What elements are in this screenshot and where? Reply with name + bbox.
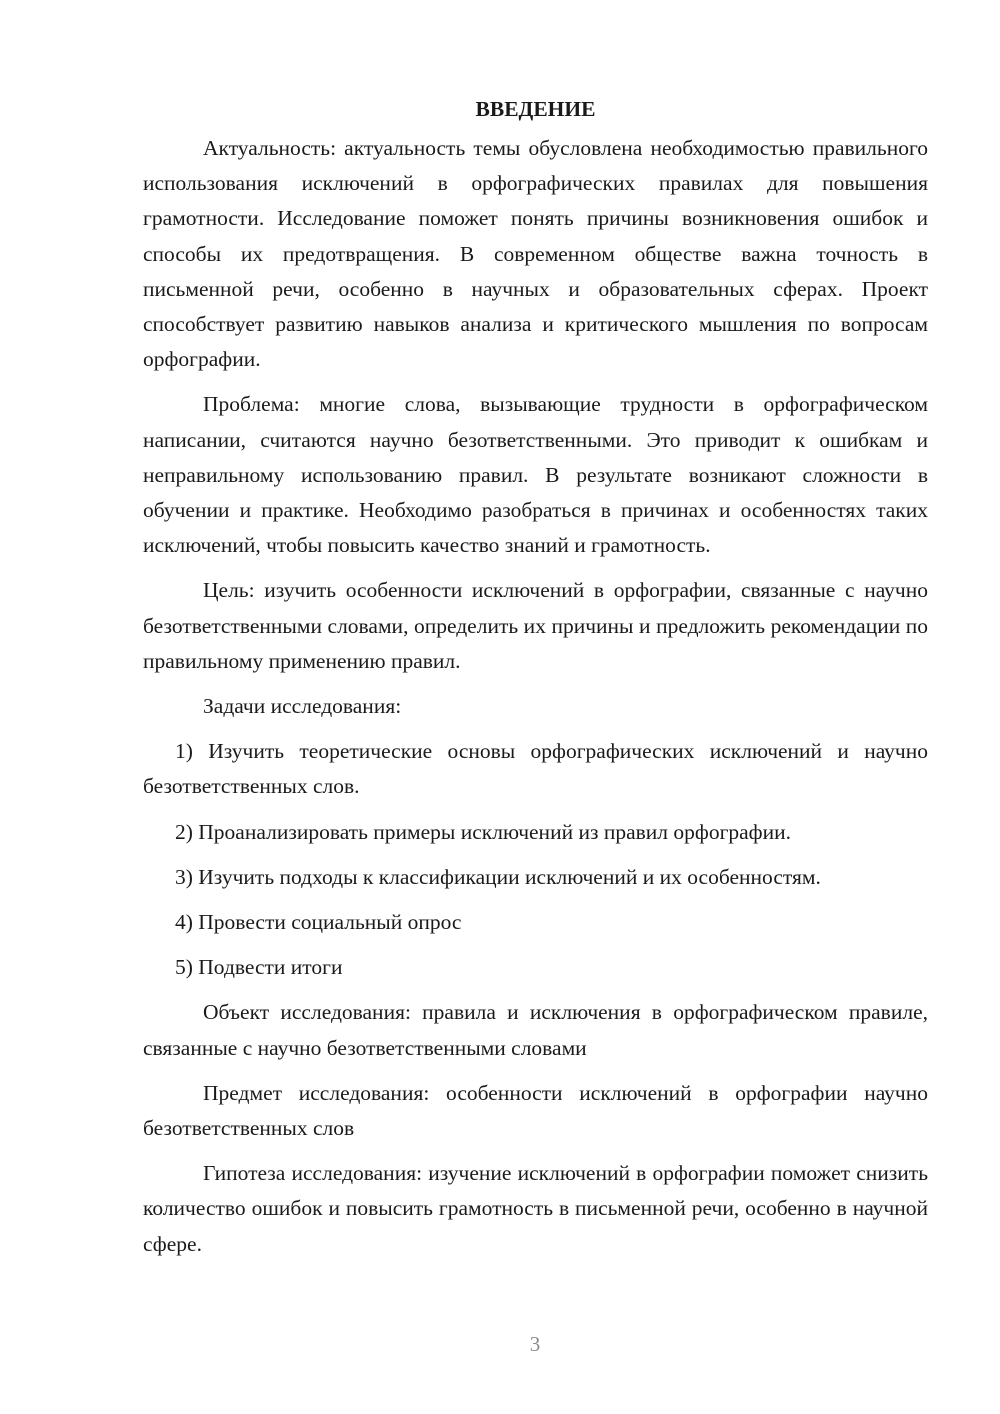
tasks-heading: Задачи исследования:: [203, 694, 402, 719]
subject-paragraph: Предмет исследования: особенности исключений в орфографии научно безответственных слов: [143, 1080, 928, 1141]
task-item: 2) Проанализировать примеры исключений из правил орфографии.: [175, 819, 791, 844]
task-item: 3) Изучить подходы к классификации исключений и их особенностям.: [175, 864, 821, 889]
hypothesis-paragraph: Гипотеза исследования: изучение исключений в орфографии поможет снизить количество ошибок и повысить грамотность в письменной речи, особенно в научной сфере.: [143, 1161, 928, 1256]
object-paragraph: Объект исследования: правила и исключения в орфографическом правиле, связанные с научно безответственными словами: [143, 1000, 928, 1060]
task-item: 5) Подвести итоги: [175, 955, 343, 980]
relevance-paragraph: Актуальность: актуальность темы обусловлена необходимостью правильного использования исключений в орфографических правилах для повышения грамотности. Исследование поможет понять причины возникновения ошибок и способы их предотвращения. В современном обществе важна точность в письменной речи, особенно в научных и образовательных сферах. Проект способствует развитию навыков анализа и критического мышления по вопросам орфографии.: [143, 136, 928, 372]
task-item: 1) Изучить теоретические основы орфографических исключений и научно безответственных слов.: [143, 739, 928, 799]
task-item: 4) Провести социальный опрос: [175, 910, 462, 935]
problem-paragraph: Проблема: многие слова, вызывающие трудности в орфографическом написании, считаются научно безответственными. Это приводит к ошибкам и неправильному использованию правил. В результате возникают сложности в обучении и практике. Необходимо разобраться в причинах и особенностях таких исключений, чтобы повысить качество знаний и грамотность.: [143, 392, 928, 558]
goal-paragraph: Цель: изучить особенности исключений в орфографии, связанные с научно безответственными словами, определить их причины и предложить рекомендации по правильному применению правил.: [143, 578, 928, 673]
document-page: [143, 92, 928, 1272]
page-title: ВВЕДЕНИЕ: [475, 97, 596, 121]
page-number: 3: [529, 1332, 541, 1356]
